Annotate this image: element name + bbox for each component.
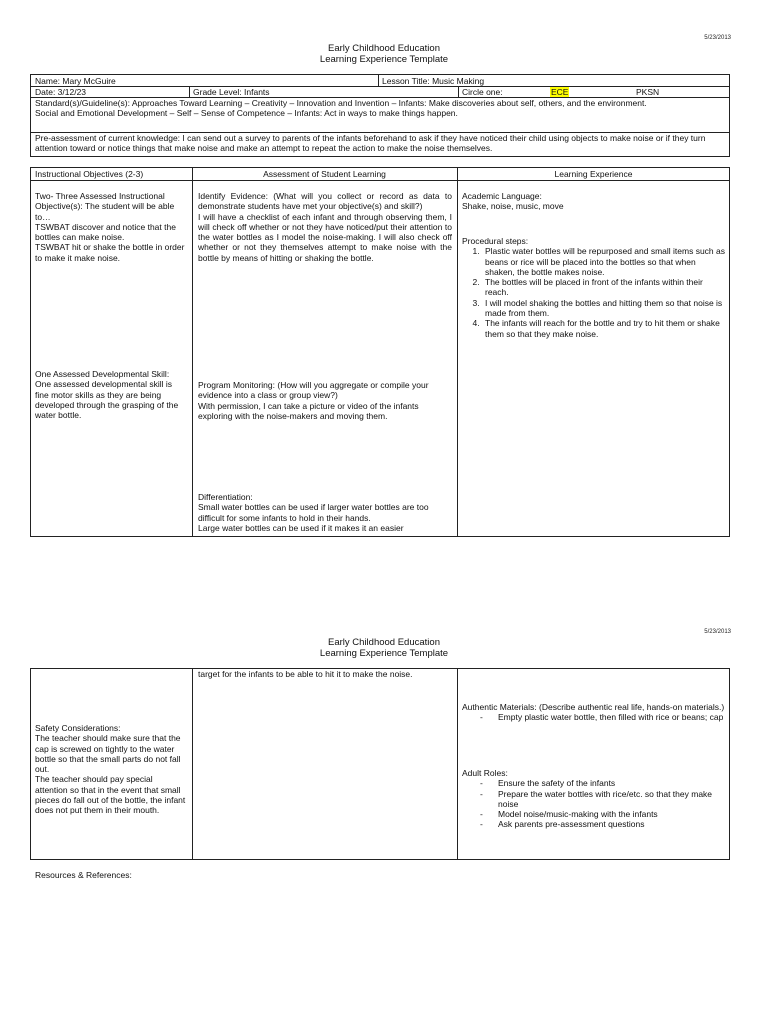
column-header-experience: Learning Experience — [554, 169, 633, 179]
grade-level-field: Grade Level: Infants — [193, 87, 270, 97]
resources-label: Resources & References: — [35, 870, 132, 880]
developmental-skill-block: One Assessed Developmental Skill: One assessed developmental skill is fine motor skills as they are being developed through the grasping of the water bottle. — [35, 369, 179, 421]
procedural-step: 2. The bottles will be placed in front of the infants within their reach. — [482, 277, 726, 298]
page-date: 5/23/2013 — [704, 629, 731, 635]
evidence-block: Identify Evidence: (What will you collect or record as data to demonstrate students have met your objective(s) and skill?) I will have a checklist of each infant and through observing them, I will check off whether or not they have noticed/put their attention to the water bottles as I model the noise-making. I will also check off whether or not they themselves attempt to make noise with the bottle by means of hitting or shaking the bottle. — [198, 191, 452, 263]
procedural-step: 4. The infants will reach for the bottle and try to hit them or shake them so that they make noise. — [482, 318, 726, 339]
preassessment-text: Pre-assessment of current knowledge: I can send out a survey to parents of the infants beforehand to ask if they have noticed their child using objects to make noise or if they turn attention toward or notice things that make noise and make an attempt to repeat the action to make the noise themselves. — [35, 133, 706, 154]
option-ece: ECE — [551, 87, 569, 97]
continued-differentiation-text: target for the infants to be able to hit it to make the noise. — [198, 669, 413, 679]
procedural-steps-block: Procedural steps: 1. Plastic water bottles will be repurposed and small items such as beans or rice will be placed into the bottles so that when shaken, the bottle makes noise. 2. The bottles will be placed in front of the infants within their reach. 3. I will model shaking the bottles and hitting them so that noise is made from them. 4. The infants will reach for the bottle and try to hit them or shake them so that they make noise. — [462, 236, 726, 339]
lesson-title-field: Lesson Title: Music Making — [382, 76, 485, 86]
title-line-1: Early Childhood Education — [328, 43, 440, 54]
page-date: 5/23/2013 — [704, 35, 731, 41]
materials-block: Authentic Materials: (Describe authentic real life, hands-on materials.) - Empty plastic water bottle, then filled with rice or beans; cap — [462, 702, 726, 723]
procedural-step: 3. I will model shaking the bottles and hitting them so that noise is made from them. — [482, 298, 726, 319]
objectives-block: Two- Three Assessed Instructional Objective(s): The student will be able to… TSWBAT discover and notice that the bottles can make noise. TSWBAT hit or shake the bottle in order to make it make noise. — [35, 191, 185, 263]
option-pksn: PKSN — [636, 87, 660, 97]
materials-item: - Empty plastic water bottle, then filled with rice or beans; cap — [480, 712, 726, 722]
adult-role-item: - Prepare the water bottles with rice/etc. so that they make noise — [480, 789, 726, 810]
circle-one-label: Circle one: — [462, 87, 503, 97]
adult-roles-block: Adult Roles: - Ensure the safety of the infants - Prepare the water bottles with rice/etc. so that they make noise - Model noise/music-making with the infants - Ask parents pre-assessment questions — [462, 768, 726, 830]
safety-block: Safety Considerations: The teacher should make sure that the cap is screwed on tightly to the water bottle so that the small parts do not fall out. The teacher should pay special attention so that in the event that small pieces do fall out of the bottle, the infant does not put them in their mouth. — [35, 723, 186, 816]
adult-role-item: - Model noise/music-making with the infants — [480, 809, 726, 819]
column-header-objectives: Instructional Objectives (2-3) — [35, 169, 144, 179]
adult-role-item: - Ask parents pre-assessment questions — [480, 819, 726, 829]
page-title — [0, 637, 768, 659]
adult-role-item: - Ensure the safety of the infants — [480, 778, 726, 788]
title-line-1: Early Childhood Education — [328, 637, 440, 648]
standards-text: Standard(s)/Guideline(s): Approaches Toward Learning – Creativity – Innovation and Invention – Infants: Make discoveries about self, others, and the environment. Social and Emotional Development – Self – Sense of Competence – Infants: Act in ways to make things happen. — [35, 98, 647, 119]
procedural-step: 1. Plastic water bottles will be repurposed and small items such as beans or rice will be placed into the bottles so that when shaken, the bottle makes noise. — [482, 246, 726, 277]
date-field: Date: 3/12/23 — [35, 87, 87, 97]
column-header-assessment: Assessment of Student Learning — [263, 169, 386, 179]
title-line-2: Learning Experience Template — [319, 648, 449, 659]
title-line-2: Learning Experience Template — [319, 54, 449, 65]
academic-language-block: Academic Language: Shake, noise, music, move — [462, 191, 564, 212]
differentiation-block: Differentiation: Small water bottles can be used if larger water bottles are too difficult for some infants to hold in their hands. Large water bottles can be used if it makes it an easier — [198, 492, 429, 533]
document-page-2 — [0, 615, 768, 1015]
page-title — [0, 43, 768, 65]
name-field: Name: Mary McGuire — [35, 76, 116, 86]
monitoring-block: Program Monitoring: (How will you aggregate or compile your evidence into a class or group view?) With permission, I can take a picture or video of the infants exploring with the noise-makers and moving them. — [198, 380, 429, 421]
